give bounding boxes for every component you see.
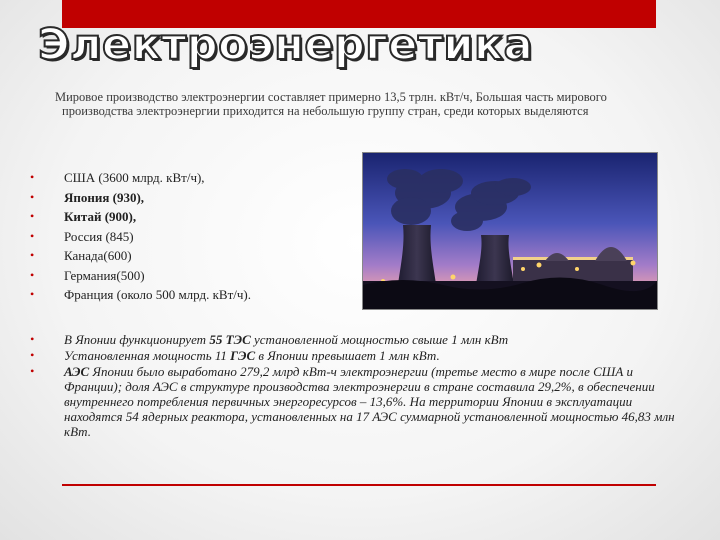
country-text: Канада(600) [64, 248, 132, 263]
countries-list [30, 168, 330, 305]
fact-item [30, 348, 678, 363]
fact-text-strong: ГЭС [230, 348, 256, 363]
country-item [30, 266, 330, 286]
country-item [30, 188, 330, 208]
fact-text-strong: АЭС [64, 364, 90, 379]
bullet-icon: • [30, 170, 35, 184]
country-item [30, 207, 330, 227]
slide-title: Электроэнергетика [38, 20, 534, 70]
fact-text-before: Установленная мощность 11 [64, 348, 231, 363]
country-item [30, 227, 330, 247]
bullet-icon: • [30, 209, 35, 223]
bullet-icon: • [30, 287, 35, 301]
fact-text-strong: 55 ТЭС [209, 332, 251, 347]
fact-text-before: В Японии функционирует [64, 332, 210, 347]
power-plant-photo [362, 152, 658, 310]
bullet-icon: • [30, 267, 35, 282]
country-item [30, 246, 330, 266]
country-text: Германия(500) [64, 267, 145, 283]
bottom-accent-line [62, 484, 656, 486]
country-text: США (3600 млрд. кВт/ч), [64, 170, 205, 185]
bullet-icon: • [30, 189, 35, 204]
japan-facts-list [30, 332, 678, 440]
country-item [30, 168, 330, 188]
bullet-icon: • [30, 248, 35, 262]
fact-item [30, 332, 678, 347]
country-text: Япония (930), [64, 189, 145, 205]
bullet-icon: • [30, 332, 35, 346]
country-item [30, 285, 330, 305]
fact-item [30, 364, 678, 439]
fact-text-after: Японии было выработано 279,2 млрд кВт-ч электроэнергии (третье место в мире после США и Франции); доля АЭС в структуре производства электроэнергии в стране составила 29,2%, в обеспечении внутреннего потребления первичных энергоресурсов – 13,6%. На территории Японии в эксплуатации находятся 54 ядерных реактора, установленных на 17 АЭС суммарной установленной мощностью 46,83 млн кВт. [64, 364, 675, 439]
bullet-icon: • [30, 228, 35, 243]
country-text: Китай (900), [64, 209, 137, 224]
bullet-icon: • [30, 364, 35, 378]
fact-text-after: установленной мощностью свыше 1 млн кВт [250, 332, 509, 347]
country-text: Россия (845) [64, 228, 134, 244]
country-text: Франция (около 500 млрд. кВт/ч). [64, 287, 251, 302]
fact-text-after: в Японии превышает 1 млн кВт. [255, 348, 440, 363]
bullet-icon: • [30, 348, 35, 362]
intro-paragraph: Мировое производство электроэнергии составляет примерно 13,5 трлн. кВт/ч, Большая часть мирового производства электроэнергии приходится на небольшую группу стран, среди которых выделяются [55, 90, 607, 118]
